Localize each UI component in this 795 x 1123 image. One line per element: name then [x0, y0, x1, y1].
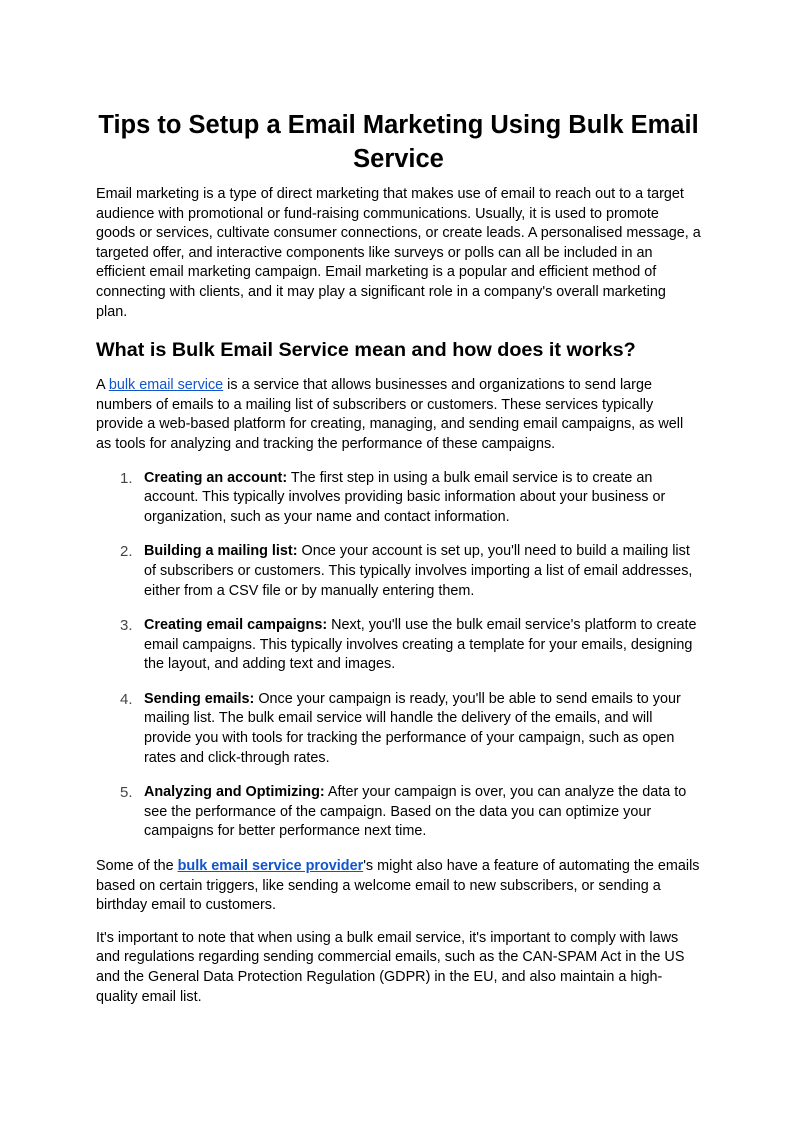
page-title: Tips to Setup a Email Marketing Using Bulk Email Service [98, 111, 699, 173]
list-item [96, 542, 701, 601]
bulk-email-paragraph [96, 376, 701, 454]
step-text: The first step in using a bulk email service is to create an account. This typically involves providing basic information about your business or organization, such as your name and contact information. [144, 469, 666, 525]
step-text: Next, you'll use the bulk email service's platform to create email campaigns. This typically involves creating a template for your emails, designing the layout, and adding text and images. [144, 617, 697, 673]
step-title: Creating email campaigns: [144, 617, 328, 634]
list-item [96, 690, 701, 768]
document-page [96, 108, 701, 1007]
step-text: After your campaign is over, you can analyze the data to see the performance of the campaign. Based on the data you can optimize your campaigns for better performance next time. [144, 784, 687, 840]
list-number: 3. [120, 617, 133, 635]
step-text: Once your campaign is ready, you'll be able to send emails to your mailing list. The bulk email service will handle the delivery of the emails, and will provide you with tools for tracking the performance of your campaign, such as open rates and click-through rates. [144, 690, 681, 766]
step-title: Analyzing and Optimizing: [144, 784, 325, 801]
section-heading: What is Bulk Email Service mean and how does it works? [96, 339, 636, 362]
bulk-email-service-provider-link[interactable]: bulk email service provider [177, 858, 364, 875]
list-item [96, 469, 701, 528]
bulk-email-service-link[interactable]: bulk email service [108, 377, 224, 394]
intro-paragraph: Email marketing is a type of direct marketing that makes use of email to reach out to a target audience with promotional or fund-raising communications. Usually, it is used to promote goods or services, cultivate consumer connections, or create leads. A personalised message, a targeted offer, and interactive components like surveys or polls can all be included in an efficient email marketing campaign. Email marketing is a popular and efficient method of connecting with clients, and it may play a significant role in a company's overall marketing plan. [96, 186, 701, 320]
list-item [96, 783, 701, 842]
step-title: Building a mailing list: [144, 543, 298, 560]
paragraph-prefix: A [96, 377, 109, 394]
list-number: 5. [120, 784, 133, 802]
closing-paragraph: It's important to note that when using a bulk email service, it's important to comply with laws and regulations regarding sending commercial emails, such as the CAN-SPAM Act in the US and the General Data Protection Regulation (GDPR) in the EU, and also maintain a high-quality email list. [96, 929, 685, 1005]
step-title: Sending emails: [144, 690, 255, 707]
list-number: 4. [120, 690, 133, 708]
list-number: 1. [120, 469, 133, 487]
step-title: Creating an account: [144, 469, 288, 486]
paragraph-suffix: is a service that allows businesses and organizations to send large numbers of emails to a mailing list of subscribers or customers. These services typically provide a web-based platform for creating, managing, and sending email campaigns, as well as tools for analyzing and tracking the performance of these campaigns. [96, 377, 684, 452]
step-text: Once your account is set up, you'll need to build a mailing list of subscribers or customers. This typically involves importing a list of email addresses, either from a CSV file or by manually entering them. [144, 543, 693, 599]
paragraph-suffix: 's might also have a feature of automating the emails based on certain triggers, like sending a welcome email to new subscribers, or sending a birthday email to customers. [96, 858, 700, 914]
list-number: 2. [120, 543, 133, 561]
list-item [96, 616, 701, 675]
paragraph-prefix: Some of the [96, 858, 178, 875]
steps-list [96, 469, 701, 843]
provider-paragraph [96, 857, 701, 916]
